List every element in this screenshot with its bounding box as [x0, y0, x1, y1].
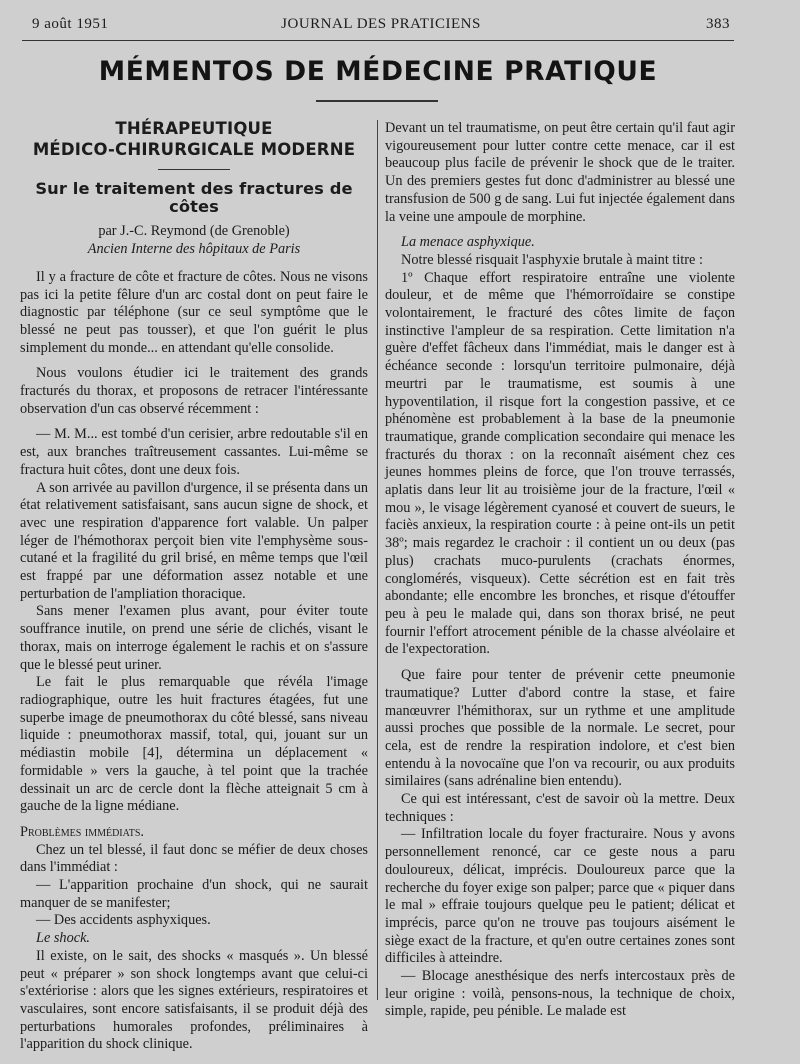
running-header	[32, 14, 730, 36]
subheading: La menace asphyxique.	[401, 234, 535, 251]
paragraph: Sans mener l'examen plus avant, pour éviter toute souffrance inutile, on prend une série de clichés, visant le thorax, mais on interroge également le rachis et on s'assure que le blessé peut uriner.	[20, 603, 368, 673]
paragraph: 1º Chaque effort respiratoire entraîne une violente douleur, et de même que l'hémorroïdaire se constipe volontairement, le fracturé des côtes limite de façon instinctive l'ampleur de sa respiration. Cette limitation n'a guère d'effet fâcheux dans l'immédiat, mais le danger est à échéance seconde : lorsqu'un territoire pulmonaire, déjà meurtri par le traumatisme, est soumis à une hypoventilation, il risque fort la congestion passive, et ce phénomène est probablement à la base de la pneumonie traumatique, grande complication secondaire qui menace les fracturés du thorax : on la reconnaît aisément chez ces jeunes hommes pleins de force, que l'on trouve terrassés, aplatis dans leur lit au troisième jour de la fracture, l'œil « mou », le visage légèrement cyanosé et couvert de sueurs, le faciès anxieux, la respiration courte : à peine ont-ils un petit 38º; mais regardez le crachoir : il contient un ou deux (pas plus) crachats muco-purulents (crachats énormes, conglomérés, visqueux). Cette sécrétion est en fait très abondante; elle encombre les bronches, et risque d'étouffer peu à peu le malade qui, dans son thorax brisé, ne peut fournir l'effort atrocement pénible de la chasse alvéolaire et de l'expectoration.	[385, 269, 735, 658]
right-column	[385, 120, 735, 1021]
paragraph: Ce qui est intéressant, c'est de savoir où la mettre. Deux techniques :	[385, 791, 735, 825]
header-rule	[22, 40, 734, 41]
left-column	[20, 118, 368, 1054]
subheading: Le shock.	[36, 930, 90, 947]
page-number: 383	[706, 16, 730, 32]
paragraph: Chez un tel blessé, il faut donc se méfier de deux choses dans l'immédiat :	[20, 841, 368, 876]
title-rule	[316, 100, 438, 102]
paragraph: Le fait le plus remarquable que révéla l'image radiographique, outre les huit fractures étagées, fut une superbe image de pneumothorax du côté blessé, sans niveau liquide : pneumothorax massif, total, qui, jouant sur un médiastin mobile [4], détermina un déplacement « formidable » vers la gauche, à tel point que la trachée dessinait un arc de cercle dont la flèche atteignait 5 cm à gauche de la ligne médiane.	[20, 674, 368, 815]
subheading: Problèmes immédiats.	[20, 823, 144, 840]
issue-date: 9 août 1951	[32, 16, 109, 32]
paragraph: A son arrivée au pavillon d'urgence, il se présenta dans un état relativement satisfaisant, sans aucun signe de shock, et avec une respiration d'apparence fort valable. Un palper léger de l'hémothorax perçoit bien vite l'emphysème sous-cutané et la fragilité du gril brisé, en même temps que l'œil est frappé par une déformation assez notable et une perturbation de l'ampliation thoracique.	[20, 479, 368, 602]
paragraph: Que faire pour tenter de prévenir cette pneumonie traumatique? Lutter d'abord contre la stase, et faire manœuvrer l'hémithorax, sur un rythme et une amplitude aussi proches que possible de la normale. Le secret, pour cela, est de rendre la respiration indolore, et c'est bien entendu à la novocaïne que l'on va recourir, ou aux produits similaires (sans adrénaline bien entendu).	[385, 667, 735, 790]
article-title: Sur le traitement des fractures de côtes	[35, 179, 353, 216]
paragraph: — Blocage anesthésique des nerfs intercostaux près de leur origine : voilà, pensons-nous, la technique de choix, simple, rapide, peu pénible. Le malade est	[385, 968, 735, 1020]
journal-name: JOURNAL DES PRATICIENS	[281, 16, 481, 32]
paragraph: Devant un tel traumatisme, on peut être certain qu'il faut agir vigoureusement pour lutter contre cette menace, car il est beaucoup plus facile de prévenir le shock que de le traiter. Un des premiers gestes fut donc d'administrer au blessé une transfusion de 500 g de sang. Lui fut injectée également dans la veine une ampoule de morphine.	[385, 120, 735, 225]
paragraph: Il y a fracture de côte et fracture de côtes. Nous ne visons pas ici la petite fêlure d'un arc costal dont on peut faire le diagnostic par téléphone (sur ce seul symptôme que le blessé ne peut pas tousser), et que l'on guérit le plus simplement du monde... en attendant qu'elle consolide.	[20, 268, 368, 356]
rubric-line-1: THÉRAPEUTIQUE	[115, 119, 273, 138]
rubric-heading	[20, 118, 368, 160]
byline: par J.-C. Reymond (de Grenoble)	[98, 223, 290, 240]
author-affiliation: Ancien Interne des hôpitaux de Paris	[87, 241, 301, 258]
paragraph: — L'apparition prochaine d'un shock, qui ne saurait manquer de se manifester;	[20, 877, 368, 911]
section-title: MÉMENTOS DE MÉDECINE PRATIQUE	[98, 56, 658, 87]
paragraph: — Infiltration locale du foyer fracturaire. Nous y avons personnellement renoncé, car ce geste nous a paru douloureux, délicat, imprécis. Douloureux parce que la recherche du foyer exige son palper; parce que « piquer dans le mal » effraie toujours quelque peu le patient; délicat et imprécis, parce qu'on ne trouve pas toujours aisément le siège exact de la fracture, et qu'en outre certaines zones sont difficiles à atteindre.	[385, 826, 735, 967]
paragraph: — M. M... est tombé d'un cerisier, arbre redoutable s'il en est, aux branches traîtreusement cassantes. Lui-même se fractura huit côtes, dont une deux fois.	[20, 426, 368, 478]
column-divider	[377, 120, 378, 1000]
paragraph: Il existe, on le sait, des shocks « masqués ». Un blessé peut « préparer » son shock longtemps avant que celui-ci s'extériorise : alors que les signes extérieurs, respiratoires et vasculaires, sont encore satisfaisants, il se produit déjà des perturbations humorales profondes, préliminaires à l'apparition du shock clinique.	[20, 947, 368, 1053]
rubric-line-2: MÉDICO-CHIRURGICALE MODERNE	[32, 140, 356, 159]
paragraph: Notre blessé risquait l'asphyxie brutale à maint titre :	[401, 251, 703, 268]
paragraph: — Des accidents asphyxiques.	[36, 912, 211, 929]
rubric-rule	[158, 169, 230, 170]
paragraph: Nous voulons étudier ici le traitement des grands fracturés du thorax, et proposons de retracer l'intéressante observation d'un cas observé récemment :	[20, 365, 368, 417]
